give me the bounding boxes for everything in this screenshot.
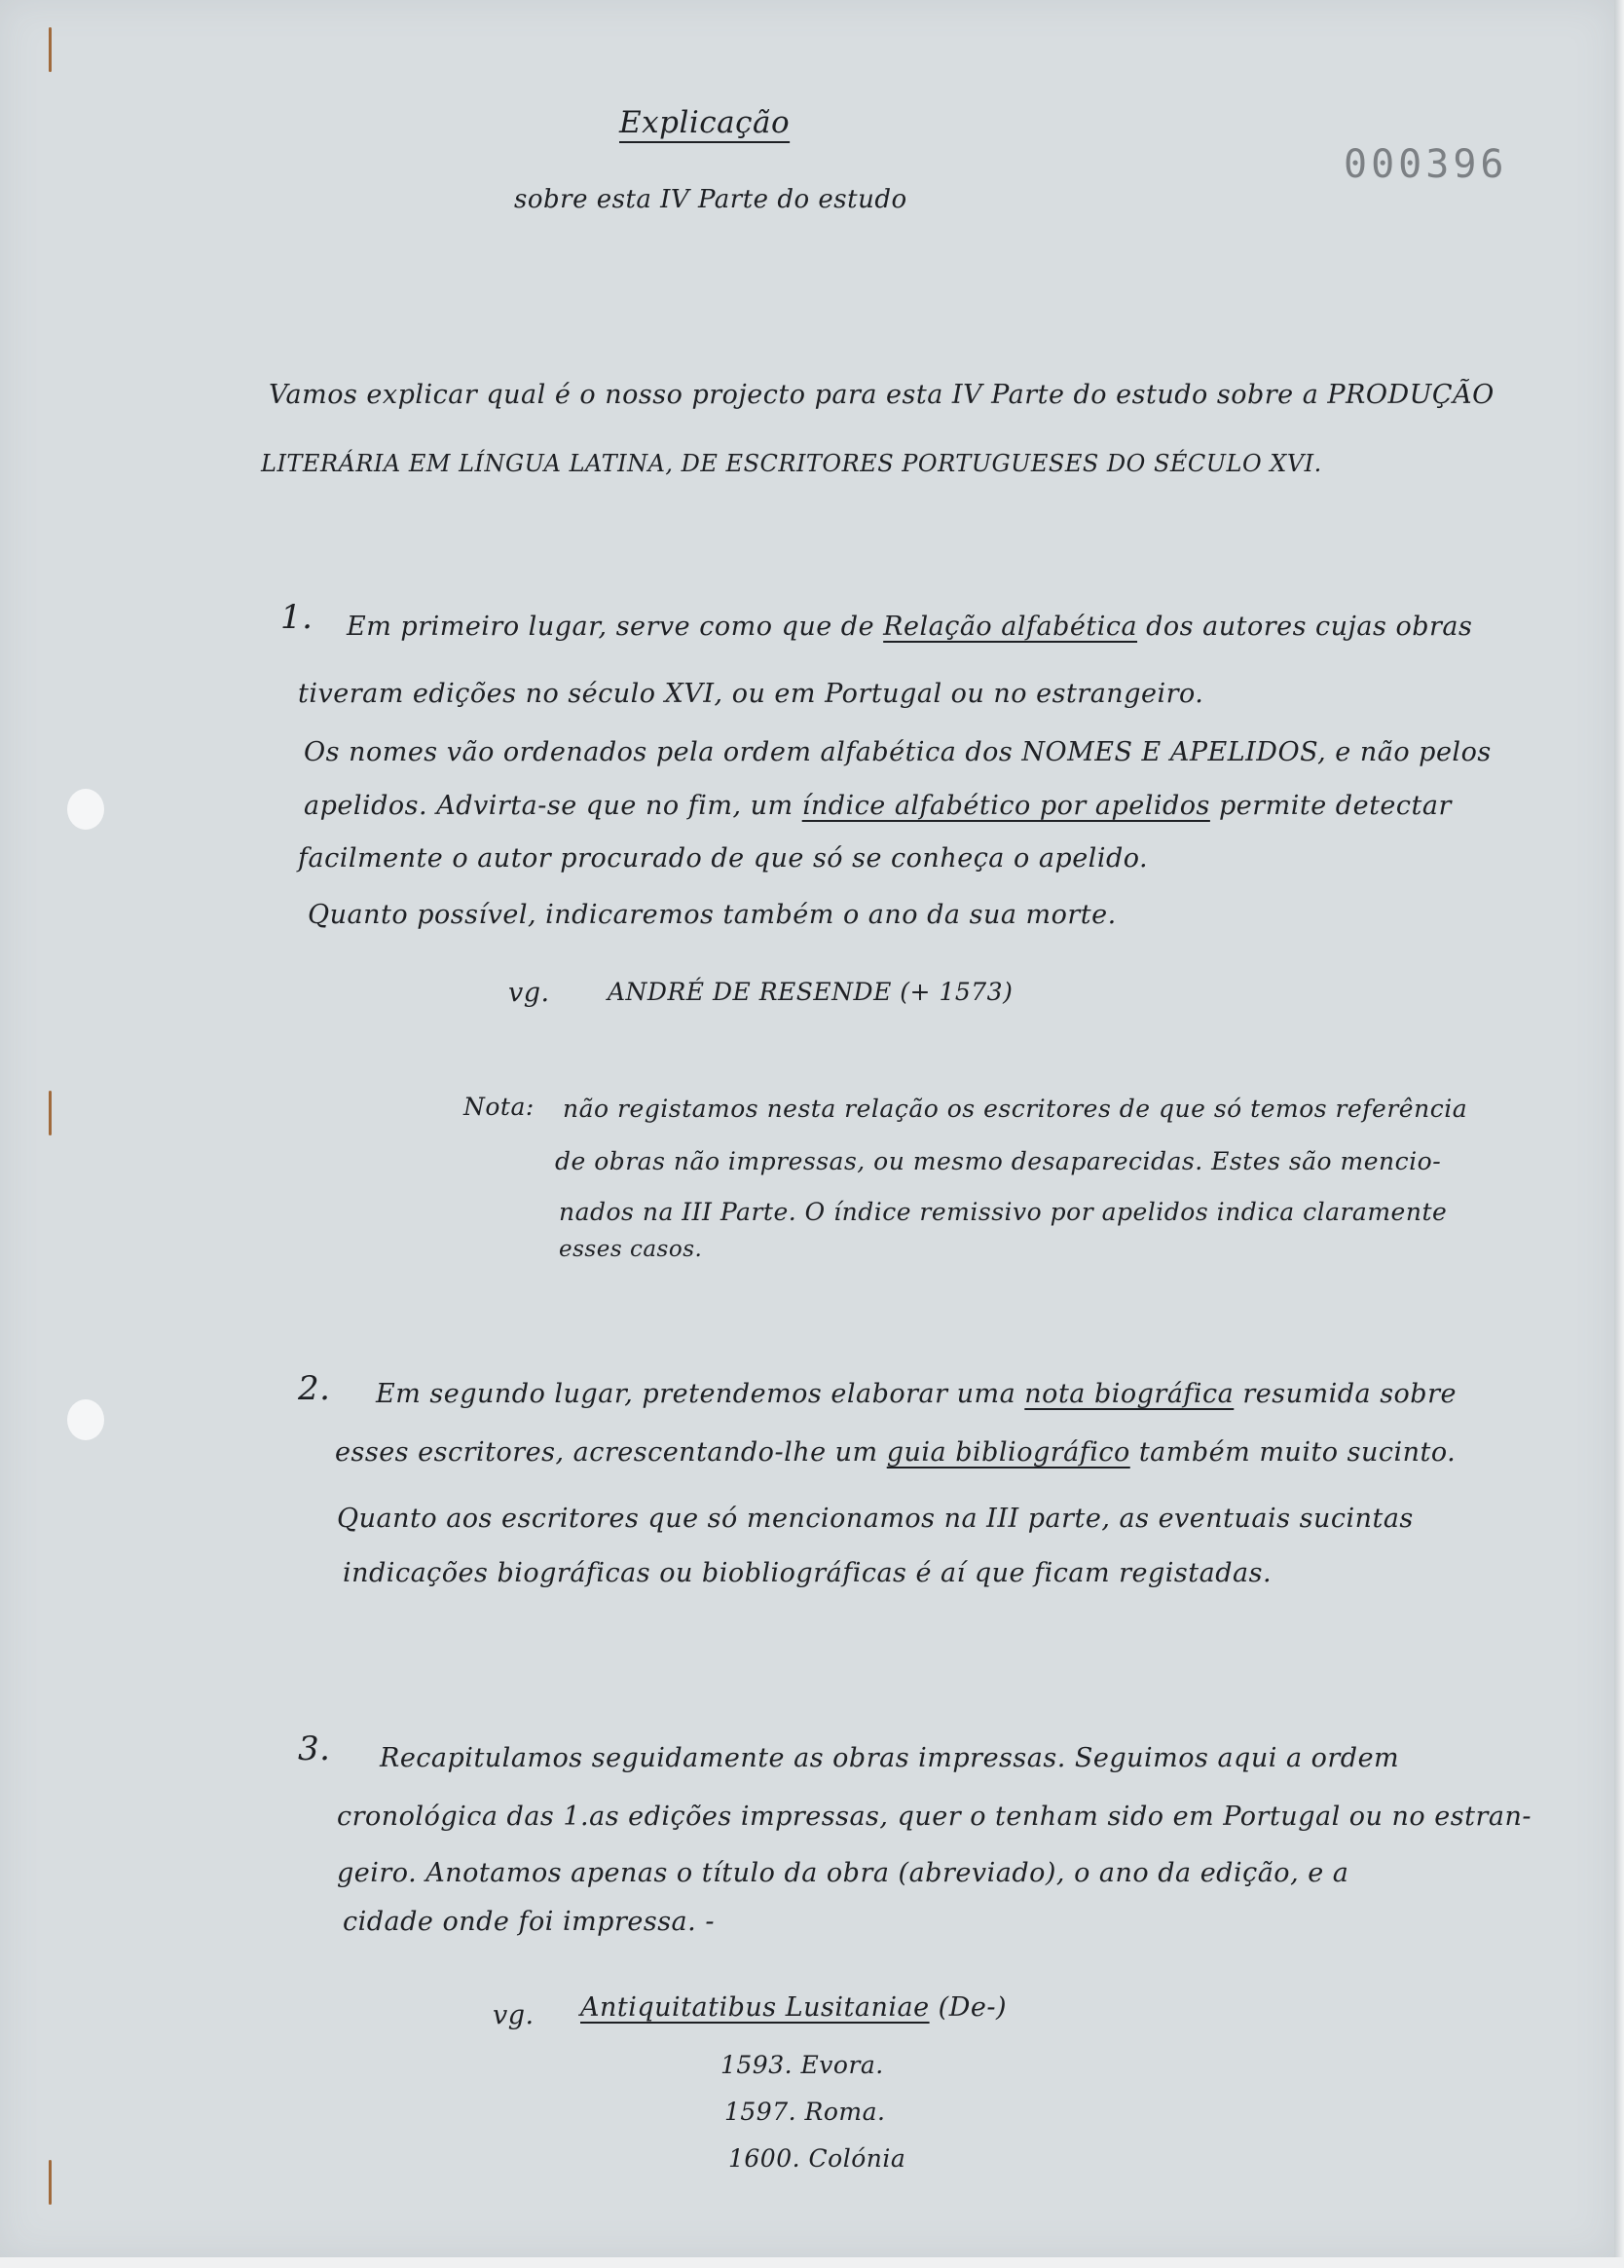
- text-span: resumida sobre: [1234, 1379, 1457, 1409]
- intro-line: LITERÁRIA EM LÍNGUA LATINA, DE ESCRITORES PORTUGUESES DO SÉCULO XVI.: [261, 450, 1322, 477]
- text-span: permite detectar: [1209, 791, 1452, 821]
- text-span: (De-): [929, 1992, 1007, 2023]
- punch-hole: [67, 1399, 104, 1440]
- section3-line: geiro. Anotamos apenas o título da obra (abreviado), o ano da edição, e a: [337, 1858, 1349, 1888]
- underlined-term: nota biográfica: [1024, 1379, 1235, 1409]
- section-number: 1.: [280, 598, 314, 637]
- page-edge-right: [1614, 0, 1624, 2268]
- section3-line: cidade onde foi impressa. -: [343, 1907, 715, 1937]
- edition-entry: 1597. Roma.: [724, 2098, 886, 2126]
- edition-entry: 1593. Evora.: [720, 2051, 884, 2079]
- margin-tick-mark: [49, 2160, 52, 2205]
- punch-hole: [67, 789, 104, 830]
- note-line: não registamos nesta relação os escritores de que só temos referência: [563, 1095, 1468, 1123]
- example-prefix: vg.: [493, 2000, 535, 2030]
- page-subtitle: sobre esta IV Parte do estudo: [514, 185, 907, 214]
- archive-stamp-number: 000396: [1344, 142, 1508, 187]
- edition-entry: 1600. Colónia: [728, 2144, 906, 2173]
- page-title: Explicação: [619, 105, 791, 140]
- section2-line: [376, 1379, 1457, 1409]
- section1-line: tiveram edições no século XVI, ou em Portugal ou no estrangeiro.: [298, 679, 1204, 709]
- note-line: esses casos.: [559, 1237, 703, 1262]
- margin-tick-mark: [49, 1091, 52, 1135]
- section2-line: indicações biográficas ou biobliográficas é aí que ficam registadas.: [343, 1558, 1273, 1588]
- underlined-term: Antiquitatibus Lusitaniae: [580, 1992, 930, 2023]
- text-span: esses escritores, acrescentando-lhe um: [335, 1437, 887, 1468]
- section1-line: [347, 612, 1472, 642]
- text-span: apelidos. Advirta-se que no fim, um: [304, 791, 802, 821]
- margin-tick-mark: [49, 27, 52, 72]
- note-line: de obras não impressas, ou mesmo desaparecidas. Estes são mencio-: [555, 1147, 1442, 1175]
- section-number: 3.: [298, 1729, 331, 1768]
- section2-line: [335, 1437, 1456, 1468]
- text-span: dos autores cujas obras: [1137, 612, 1473, 642]
- text-span: também muito sucinto.: [1129, 1437, 1457, 1468]
- page-edge-bottom: [0, 2257, 1624, 2268]
- section2-line: Quanto aos escritores que só mencionamos na III parte, as eventuais sucintas: [337, 1504, 1414, 1534]
- section1-line: facilmente o autor procurado de que só se conheça o apelido.: [298, 843, 1149, 874]
- underlined-term: Relação alfabética: [883, 612, 1138, 642]
- section3-line: cronológica das 1.as edições impressas, quer o tenham sido em Portugal ou no estran-: [337, 1802, 1532, 1832]
- text-span: Em primeiro lugar, serve como que de: [347, 612, 884, 642]
- section1-line: [304, 791, 1452, 821]
- section1-line: Quanto possível, indicaremos também o ano da sua morte.: [308, 900, 1117, 930]
- example-author: ANDRÉ DE RESENDE (+ 1573): [608, 978, 1014, 1006]
- underlined-term: guia bibliográfico: [886, 1437, 1130, 1468]
- example-work-title: [580, 1992, 1007, 2023]
- example-prefix: vg.: [508, 978, 550, 1008]
- text-span: Em segundo lugar, pretendemos elaborar uma: [376, 1379, 1025, 1409]
- underlined-term: índice alfabético por apelidos: [801, 791, 1210, 821]
- intro-line: Vamos explicar qual é o nosso projecto para esta IV Parte do estudo sobre a PRODUÇÃO: [269, 380, 1495, 410]
- section-number: 2.: [298, 1369, 331, 1408]
- note-line: nados na III Parte. O índice remissivo por apelidos indica claramente: [559, 1198, 1448, 1226]
- note-label: Nota:: [463, 1093, 535, 1121]
- section1-line: Os nomes vão ordenados pela ordem alfabética dos NOMES E APELIDOS, e não pelos: [304, 737, 1492, 767]
- section3-line: Recapitulamos seguidamente as obras impressas. Seguimos aqui a ordem: [380, 1743, 1400, 1773]
